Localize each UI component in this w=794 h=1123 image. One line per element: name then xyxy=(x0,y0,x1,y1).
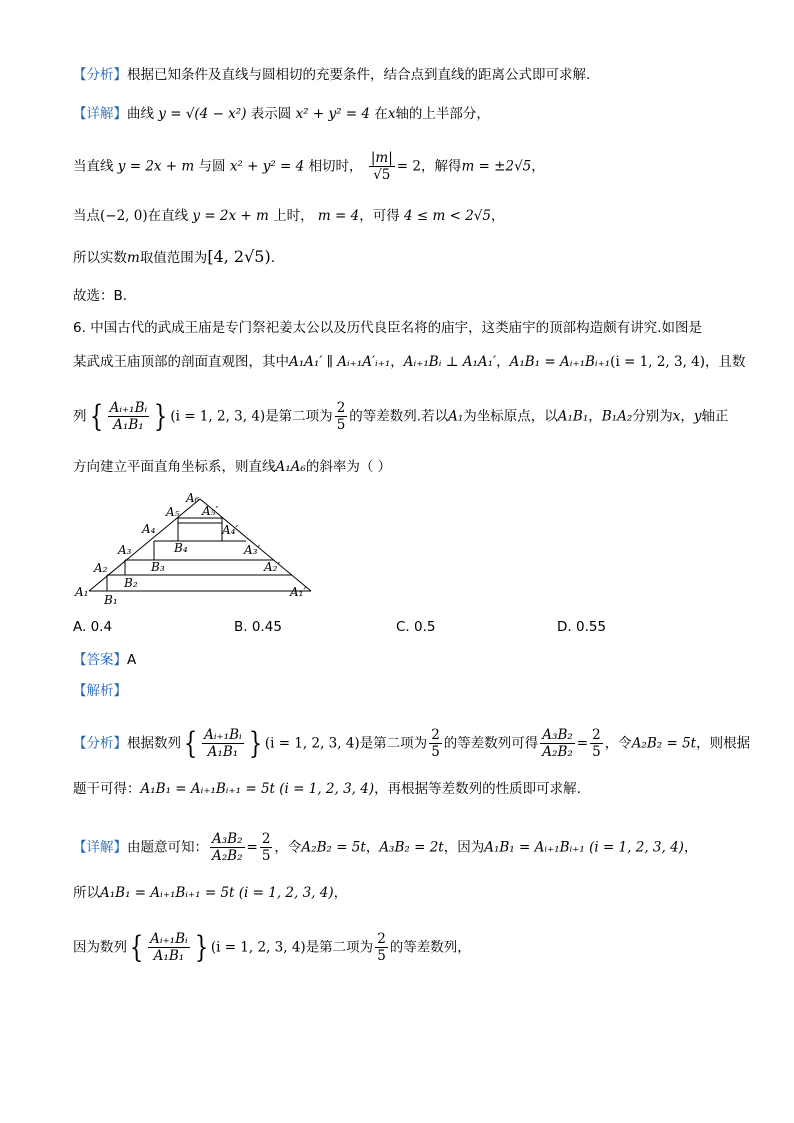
detail-text-c: ，因为 xyxy=(443,839,485,856)
label-b4: B₄ xyxy=(174,541,188,555)
point-line-eq: y = 2x + m xyxy=(192,208,269,224)
question-line-1 xyxy=(73,318,702,338)
question-comma-2: ， xyxy=(496,354,510,370)
detail-comma-2: ， xyxy=(683,839,698,856)
question-comma-1: ， xyxy=(390,354,404,370)
explain-ratio-equals: = xyxy=(576,735,589,752)
left-brace-3: { xyxy=(129,929,144,965)
detail-text-3: 在 xyxy=(374,106,388,122)
explain-detail-line-2 xyxy=(73,883,347,903)
fraction-denominator: √5 xyxy=(369,166,395,183)
explain-detail-line-3 xyxy=(73,931,471,964)
label-a1: A₁ xyxy=(75,585,89,599)
tangent-text-2: 与圆 xyxy=(198,158,226,175)
tangent-text-5: ， xyxy=(531,158,545,175)
label-b2: B₂ xyxy=(124,576,138,590)
answer-value: A xyxy=(127,652,137,668)
detail-text-d: 所以 xyxy=(73,885,100,901)
x-axis-symbol: x xyxy=(387,106,396,122)
label-a1p: A₁′ xyxy=(290,585,307,599)
equal-relation: A₁B₁ = Aᵢ₊₁Bᵢ₊₁ xyxy=(509,354,611,370)
explain-ratio-den: A₂B₂ xyxy=(542,744,573,760)
question-line-4 xyxy=(73,457,391,477)
point-text-5: ， xyxy=(490,208,505,224)
sequence-numerator: Aᵢ₊₁Bᵢ xyxy=(109,400,148,416)
tangent-result: m = ±2√5 xyxy=(461,158,532,175)
question-text-4: 列 xyxy=(73,408,87,425)
right-brace: } xyxy=(154,398,168,434)
detail-equals: = xyxy=(246,839,258,856)
question-text-3: ，且数 xyxy=(705,354,746,370)
left-brace-2: { xyxy=(183,725,198,761)
explain-equation: A₁B₁ = Aᵢ₊₁Bᵢ₊₁ = 5t (i = 1, 2, 3, 4) xyxy=(140,781,375,797)
explain-detail-line xyxy=(73,831,697,864)
m-symbol: m xyxy=(127,250,140,266)
inequality: 4 ≤ m < 2√5 xyxy=(404,208,491,224)
label-a3: A₃ xyxy=(118,543,132,557)
question-line-3 xyxy=(73,400,729,433)
tangent-text-1: 当直线 xyxy=(73,158,114,175)
question-text-11: 的斜率为（ ） xyxy=(305,459,392,475)
label-a4p: A₄′ xyxy=(222,523,239,537)
explain-tag-line xyxy=(73,681,127,701)
explain-analysis-line-2 xyxy=(73,779,581,799)
detail-index: (i = 1, 2, 3, 4) xyxy=(210,939,306,956)
vector-a1b1: A₁B₁ xyxy=(557,408,589,425)
detail-term-num: 2 xyxy=(377,931,386,947)
option-d[interactable]: D. 0.55 xyxy=(557,619,607,635)
detail-text-f: 是第二项为 xyxy=(305,939,374,956)
question-text-8: 分别为 xyxy=(632,408,673,425)
analysis-tag: 【分析】 xyxy=(73,67,127,83)
right-brace-2: } xyxy=(248,725,262,761)
detail-text-b: ，令 xyxy=(274,839,302,856)
explain-ratio-num: A₃B₂ xyxy=(542,727,573,743)
explain-text-7: ，再根据等差数列的性质即可求解. xyxy=(374,781,581,797)
second-term-num: 2 xyxy=(336,400,346,416)
tangent-line xyxy=(73,150,545,183)
explain-analysis-tag: 【分析】 xyxy=(73,735,127,752)
explain-seq-den: A₁B₁ xyxy=(202,743,244,760)
explain-seq-fraction xyxy=(202,727,244,760)
question-text-2: 某武成王庙顶部的剖面直观图，其中 xyxy=(73,354,289,370)
vector-b1a2: B₁A₂ xyxy=(601,408,633,425)
m-value: m = 4 xyxy=(317,208,360,224)
explain-ratio-value xyxy=(590,727,603,760)
label-a5p: A₅′ xyxy=(202,504,219,518)
line-a1a6: A₁A₆ xyxy=(275,459,306,475)
question-comma-4: ， xyxy=(680,408,694,425)
detail-comma-3: ， xyxy=(333,885,348,901)
detail-comma: ， xyxy=(365,839,380,856)
temple-roof-figure xyxy=(72,492,332,607)
explain-text-6: 题干可得： xyxy=(73,781,141,797)
tangent-text-3: 相切时， xyxy=(308,158,363,175)
label-a4: A₄ xyxy=(142,522,156,536)
question-text-7: 为坐标原点，以 xyxy=(463,408,558,425)
detail-term-fraction xyxy=(375,931,388,964)
question-text-9: 轴正 xyxy=(701,408,729,425)
circle-equation: x² + y² = 4 xyxy=(295,106,371,122)
sequence-denominator: A₁B₁ xyxy=(108,416,150,433)
y-symbol: y xyxy=(693,408,702,425)
analysis-text: 根据已知条件及直线与圆相切的充要条件，结合点到直线的距离公式即可求解. xyxy=(127,67,591,83)
second-term-den: 5 xyxy=(336,417,346,433)
label-a5: A₅ xyxy=(166,505,180,519)
label-b1: B₁ xyxy=(104,593,118,607)
explain-seq-num: Aᵢ₊₁Bᵢ xyxy=(204,727,242,743)
point-text-3: 上时， xyxy=(273,208,314,224)
distance-fraction xyxy=(369,150,395,183)
right-brace-3: } xyxy=(194,929,208,965)
parallel-relation: A₁A₁′ ∥ Aᵢ₊₁A′ᵢ₊₁ xyxy=(289,354,391,370)
label-a3p: A₃′ xyxy=(244,543,261,557)
explain-text-2: 是第二项为 xyxy=(359,735,428,752)
option-b[interactable]: B. 0.45 xyxy=(234,619,282,635)
explain-analysis-line xyxy=(73,727,750,760)
range-value: [4, 2√5) xyxy=(207,247,271,266)
detail-ratio-fraction xyxy=(210,831,245,864)
detail-text-4: 轴的上半部分， xyxy=(395,106,490,122)
sequence-index: (i = 1, 2, 3, 4) xyxy=(170,408,266,425)
origin-point: A₁ xyxy=(448,408,464,425)
detail-term-den: 5 xyxy=(377,948,386,964)
distance-equals: = 2 xyxy=(396,158,421,175)
question-number: 6. xyxy=(73,320,86,336)
explain-term-fraction xyxy=(429,727,442,760)
point-text-2: 在直线 xyxy=(147,208,189,224)
explain-index: (i = 1, 2, 3, 4) xyxy=(264,735,360,752)
perpendicular-relation: Aᵢ₊₁Bᵢ ⊥ A₁A₁′ xyxy=(403,354,497,370)
label-b3: B₃ xyxy=(151,560,165,574)
left-brace: { xyxy=(89,398,103,434)
answer-tag: 【答案】 xyxy=(73,652,127,668)
detail-a3b2: A₃B₂ = 2t xyxy=(379,839,444,856)
detail-text-2: 表示圆 xyxy=(250,106,292,122)
point-text-4: ，可得 xyxy=(359,208,400,224)
explain-tag: 【解析】 xyxy=(73,683,127,699)
index-range: (i = 1, 2, 3, 4) xyxy=(610,354,706,370)
range-text-3: . xyxy=(270,250,275,266)
question-text-1: 中国古代的武成王庙是专门祭祀姜太公以及历代良臣名将的庙宇，这类庙宇的顶部构造颇有讲究.如图是 xyxy=(90,320,702,336)
point-line xyxy=(73,206,504,226)
explain-term-den: 5 xyxy=(431,744,440,760)
question-text-5: 是第二项为 xyxy=(265,408,333,425)
range-line xyxy=(73,247,275,268)
explain-text-1: 根据数列 xyxy=(127,735,181,752)
explain-text-4: ，令 xyxy=(604,735,632,752)
detail-seq-den: A₁B₁ xyxy=(148,947,190,964)
choose-line: 故选：B. xyxy=(73,288,128,304)
detail-text-1: 曲线 xyxy=(127,106,154,122)
detail-line xyxy=(73,104,490,124)
detail-text-e: 因为数列 xyxy=(73,939,127,956)
explain-ratio-value-den: 5 xyxy=(592,744,601,760)
detail-seq-fraction xyxy=(148,931,190,964)
explain-detail-tag: 【详解】 xyxy=(73,839,127,856)
detail-ratio-den: A₂B₂ xyxy=(212,848,243,864)
sequence-fraction xyxy=(108,400,150,433)
detail-value-den: 5 xyxy=(261,848,271,864)
detail-ratio-num: A₃B₂ xyxy=(212,831,243,847)
detail-value-fraction xyxy=(260,831,273,864)
detail-text-g: 的等差数列， xyxy=(389,939,471,956)
label-a2p: A₂′ xyxy=(264,560,281,574)
detail-text-a: 由题意可知： xyxy=(127,839,208,856)
detail-equation-2: A₁B₁ = Aᵢ₊₁Bᵢ₊₁ = 5t (i = 1, 2, 3, 4) xyxy=(100,885,334,901)
point-text-1: 当点 xyxy=(73,208,100,224)
question-line-2 xyxy=(73,352,746,372)
explain-let: A₂B₂ = 5t xyxy=(631,735,697,752)
x-symbol: x xyxy=(672,408,681,425)
circle-equation-2: x² + y² = 4 xyxy=(229,158,305,175)
question-text-6: 的等差数列.若以 xyxy=(349,408,449,425)
explain-text-5: ，则根据 xyxy=(696,735,751,752)
explain-term-num: 2 xyxy=(431,727,440,743)
range-text-1: 所以实数 xyxy=(73,250,127,266)
explain-ratio-fraction xyxy=(540,727,575,760)
label-a2: A₂ xyxy=(94,561,108,575)
detail-value-num: 2 xyxy=(261,831,271,847)
curve-equation: y = √(4 − x²) xyxy=(158,106,247,122)
analysis-line xyxy=(73,65,590,85)
option-c[interactable]: C. 0.5 xyxy=(396,619,436,635)
detail-tag: 【详解】 xyxy=(73,106,127,122)
line-equation: y = 2x + m xyxy=(117,158,195,175)
label-a6: A₆ xyxy=(186,492,200,505)
detail-seq-num: Aᵢ₊₁Bᵢ xyxy=(150,931,188,947)
second-term-fraction xyxy=(335,400,348,433)
range-text-2: 取值范围为 xyxy=(139,250,208,266)
question-comma-3: ， xyxy=(588,408,602,425)
tangent-text-4: ，解得 xyxy=(420,158,462,175)
fraction-numerator: |m| xyxy=(370,150,393,166)
detail-let: A₂B₂ = 5t xyxy=(301,839,366,856)
detail-equation: A₁B₁ = Aᵢ₊₁Bᵢ₊₁ (i = 1, 2, 3, 4) xyxy=(484,839,684,856)
question-text-10: 方向建立平面直角坐标系，则直线 xyxy=(73,459,276,475)
point-coord: (−2, 0) xyxy=(100,208,148,224)
explain-text-3: 的等差数列可得 xyxy=(443,735,539,752)
explain-ratio-value-num: 2 xyxy=(592,727,601,743)
option-a[interactable]: A. 0.4 xyxy=(73,619,113,635)
answer-line xyxy=(73,650,136,670)
